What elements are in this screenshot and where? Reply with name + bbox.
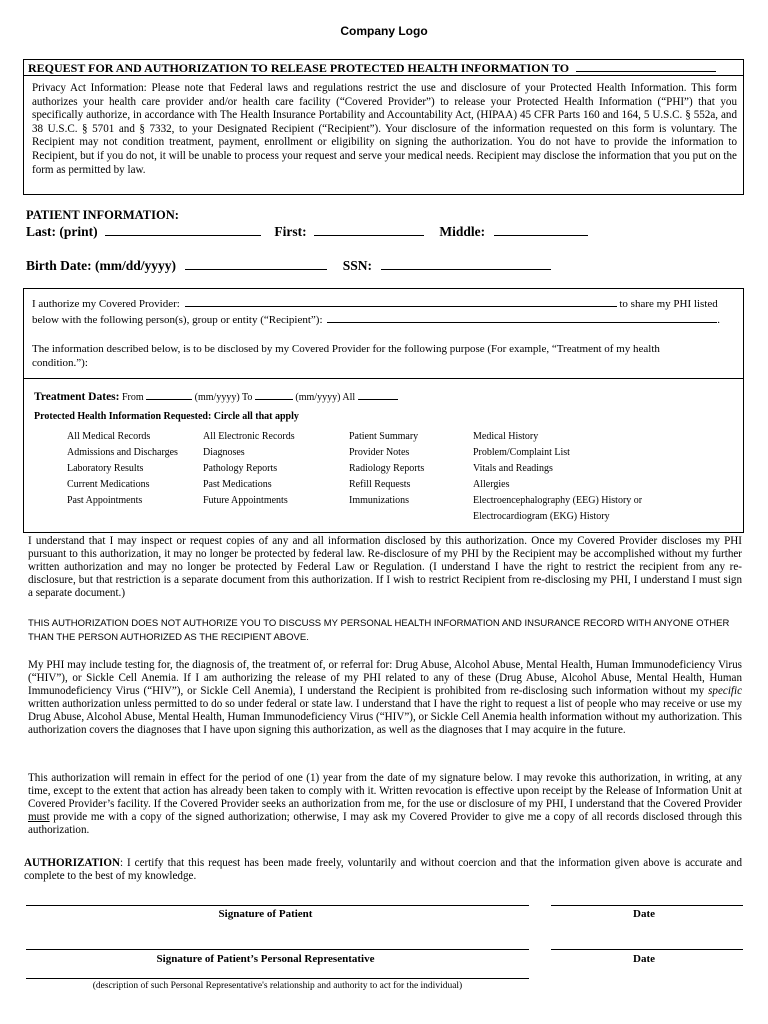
caps-notice: THIS AUTHORIZATION DOES NOT AUTHORIZE YOU TO DISCUSS MY PERSONAL HEALTH INFORMATION AND INSURANCE RECORD WITH ANYONE OTHER THAN THE PERSON AUTHORIZED AS THE RECIPIENT ABOVE. <box>28 618 730 643</box>
from-label: From <box>121 392 144 403</box>
representative-signature-line[interactable] <box>26 949 529 950</box>
specific-emphasis: specific <box>708 685 742 697</box>
request-title-text: REQUEST FOR AND AUTHORIZATION TO RELEASE PROTECTED HEALTH INFORMATION TO <box>28 61 570 75</box>
to-label: To <box>241 392 253 403</box>
effect-text-a: This authorization will remain in effect for the period of one (1) year from the date of my signature below. I may revoke this authorization, in writing, at any time, except to the extent that action has already been taken to comply with it. Written revocation is effective upon receipt by the Release of Information Unit at Covered Provider’s facility. If the Covered Provider seeks an authorization from me, for the use or disclosure of my PHI, I understand that the Covered Provider <box>28 772 742 810</box>
phi-option[interactable]: All Electronic Records <box>203 431 295 442</box>
effect-paragraph <box>28 772 742 837</box>
birth-date-label: Birth Date: (mm/dd/yyyy) <box>26 258 176 273</box>
middle-name-label: Middle: <box>439 224 486 239</box>
all-label: All <box>342 392 356 403</box>
to-date-field[interactable] <box>255 389 293 400</box>
company-logo: Company Logo <box>340 24 428 38</box>
phi-option[interactable]: Patient Summary <box>349 431 419 442</box>
patient-info-heading: PATIENT INFORMATION: <box>26 208 179 222</box>
representative-signature-label: Signature of Patient’s Personal Representative <box>156 953 375 965</box>
request-title <box>24 60 743 76</box>
authorization-paragraph <box>24 857 742 883</box>
first-name-label: First: <box>274 224 307 239</box>
recipient-line <box>32 312 720 327</box>
phi-option[interactable]: Refill Requests <box>349 479 411 490</box>
representative-description-line[interactable] <box>26 978 529 979</box>
recipient-blank[interactable] <box>576 60 716 72</box>
recipient-period: . <box>717 314 721 326</box>
treatment-dates-row <box>34 389 398 403</box>
phi-column-1 <box>67 429 178 509</box>
recipient-label: below with the following person(s), group or entity (“Recipient”): <box>32 314 323 326</box>
phi-option[interactable]: Allergies <box>473 479 510 490</box>
recipient-field[interactable] <box>327 312 717 323</box>
authorize-provider-line <box>32 296 718 311</box>
phi-option[interactable]: Diagnoses <box>203 447 245 458</box>
purpose-line-2: condition.”): <box>32 357 88 369</box>
ssn-label: SSN: <box>342 258 372 273</box>
request-box <box>23 59 744 195</box>
middle-name-field[interactable] <box>494 222 588 236</box>
phi-testing-text-a: My PHI may include testing for, the diagnosis of, the treatment of, or referral for: Drug Abuse, Alcohol Abuse, Mental Health, Human Immunodeficiency Virus (“HIV”), or Sickle Cell Anemia. If I am authorizing the release of my PHI related to any of these (Drug Abuse, Alcohol Abuse, Mental Health, Human Immunodeficiency Virus (“HIV”), or Sickle Cell Anemia), I understand the Recipient is prohibited from re-disclosing such information without my <box>28 659 742 697</box>
representative-description-label: (description of such Personal Representative's relationship and authority to act for the individual) <box>92 981 463 991</box>
phi-option[interactable]: Provider Notes <box>349 447 410 458</box>
phi-option[interactable]: Current Medications <box>67 479 150 490</box>
phi-option[interactable]: Laboratory Results <box>67 463 144 474</box>
phi-testing-paragraph <box>28 659 742 737</box>
authorize-provider-label: I authorize my Covered Provider: <box>32 298 180 310</box>
purpose-line-1: The information described below, is to be disclosed by my Covered Provider for the following purpose (For example, “Treatment of my health <box>32 343 660 355</box>
phi-column-4 <box>473 429 642 525</box>
must-emphasis: must <box>28 811 50 823</box>
authorization-label: AUTHORIZATION <box>24 857 120 869</box>
phi-option[interactable]: Past Appointments <box>67 495 143 506</box>
share-phi-label: to share my PHI listed <box>619 298 718 310</box>
from-format: (mm/yyyy) <box>194 392 240 403</box>
phi-option[interactable]: Electroencephalography (EEG) History or <box>473 495 643 506</box>
phi-option[interactable]: Immunizations <box>349 495 409 506</box>
box-divider <box>24 378 743 379</box>
phi-option[interactable]: Pathology Reports <box>203 463 278 474</box>
inspect-paragraph: I understand that I may inspect or request copies of any and all information disclosed by this authorization. Once my Covered Provider discloses my PHI pursuant to this authorization, it may no longer be protected by federal law. Re-disclosure of my PHI by the Recipient may be accomplished without my further written authorization and may no longer be protected by Federal Law or Regulation. (I understand I have the right to restrict the recipient from any re-disclosure, but that restriction is a separate document from this authorization. If I wish to restrict Recipient from re-disclosing my PHI, I understand I must sign a separate document.) <box>28 535 742 599</box>
all-dates-field[interactable] <box>358 389 398 400</box>
patient-signature-label: Signature of Patient <box>218 908 313 920</box>
last-name-field[interactable] <box>105 222 261 236</box>
name-row <box>26 222 588 240</box>
representative-date-label: Date <box>633 953 655 965</box>
privacy-act-text: Privacy Act Information: Please note that Federal laws and regulations restrict the use and disclosure of your Protected Health Information. This form authorizes your health care provider and/or health care facility (“Covered Provider”) to release your Protected Health Information (“PHI”) that you specifically authorize, in accordance with The Health Insurance Portability and Accountability Act, (HIPAA) 45 CFR Parts 160 and 164, 5 U.S.C. § 552a, and 38 U.S.C. § 5701 and § 7332, to your Designated Recipient (“Recipient”). Your disclosure of the information requested on this form is voluntary. The Recipient may not condition treatment, payment, enrollment or eligibility on signing the authorization. You do not have to provide the information to Recipient, but if you do not, it will be unable to process your request and serve your medical needs. Recipient may disclose the information that you put on the form as permitted by law. <box>32 82 737 176</box>
phi-option[interactable]: Admissions and Discharges <box>67 447 178 458</box>
treatment-dates-label: Treatment Dates: <box>34 391 120 403</box>
authorize-box <box>23 288 744 533</box>
representative-date-line[interactable] <box>551 949 743 950</box>
phi-option[interactable]: Past Medications <box>203 479 272 490</box>
effect-text-b: provide me with a copy of the signed authorization; otherwise, I may ask my Covered Provider to give me a copy of all records disclosed through this authorization. <box>28 811 742 836</box>
patient-date-line[interactable] <box>551 905 743 906</box>
phi-option[interactable]: All Medical Records <box>67 431 151 442</box>
from-date-field[interactable] <box>146 389 192 400</box>
birth-date-field[interactable] <box>185 256 327 270</box>
phi-column-3 <box>349 429 424 509</box>
authorization-text: : I certify that this request has been made freely, voluntarily and without coercion and that the information given above is accurate and complete to the best of my knowledge. <box>24 857 742 882</box>
phi-option[interactable]: Future Appointments <box>203 495 288 506</box>
last-name-label: Last: (print) <box>26 224 98 239</box>
covered-provider-field[interactable] <box>185 296 617 307</box>
first-name-field[interactable] <box>314 222 424 236</box>
patient-signature-line[interactable] <box>26 905 529 906</box>
phi-option[interactable]: Vitals and Readings <box>473 463 553 474</box>
ssn-field[interactable] <box>381 256 551 270</box>
birth-ssn-row <box>26 256 551 274</box>
phi-option[interactable]: Medical History <box>473 431 539 442</box>
patient-date-label: Date <box>633 908 655 920</box>
phi-option[interactable]: Electrocardiogram (EKG) History <box>473 511 610 522</box>
phi-testing-text-b: written authorization unless permitted to do so under federal or state law. I understand that I have the right to request a list of people who may receive or use my Drug Abuse, Alcohol Abuse, Mental Health, Human Immunodeficiency Virus (“HIV”), or Sickle Cell Anemia health information without my authorization. This authorization covers the diagnoses that I have upon signing this authorization, as well as the diagnoses that I may acquire in the future. <box>28 698 742 736</box>
to-format: (mm/yyyy) <box>295 392 341 403</box>
phi-option[interactable]: Radiology Reports <box>349 463 425 474</box>
phi-option[interactable]: Problem/Complaint List <box>473 447 570 458</box>
phi-column-2 <box>203 429 295 509</box>
phi-requested-heading: Protected Health Information Requested: Circle all that apply <box>34 411 299 422</box>
